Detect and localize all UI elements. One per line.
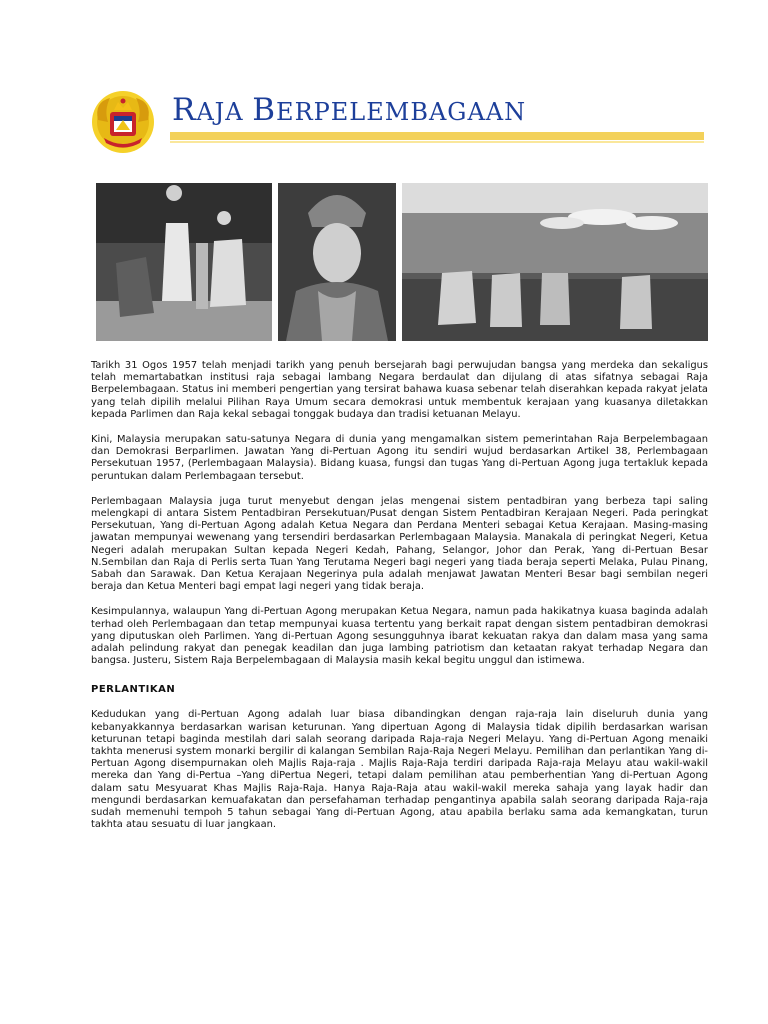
page-header bbox=[90, 88, 704, 158]
section-heading-perlantikan: PERLANTIKAN bbox=[91, 684, 176, 696]
photo-crowd bbox=[402, 183, 708, 341]
article-body bbox=[91, 360, 708, 845]
paragraph-merdeka: Tarikh 31 Ogos 1957 telah menjadi tarikh yang penuh bersejarah bagi perwujudan bangsa yang merdeka dan sekaligus telah memartabatkan institusi raja sebagai lambang Negara berdaulat dan dijulang di atas sifatnya sebagai Raja Berpelembagaan. Status ini memberi pengertian yang tersirat bahawa kuasa sebenar telah diserahkan kepada rakyat jelata yang telah dipilih melalui Pilihan Raya Umum secara demokrasi untuk membentuk kerajaan yang kuasanya diletakkan kepada Parlimen dan Raja kekal sebagai tonggak budaya dan tradisi ketuanan Melayu. bbox=[91, 360, 708, 420]
paragraph-perlembagaan: Perlembagaan Malaysia juga turut menyebut dengan jelas mengenai sistem pentadbiran yang berbeza tapi saling melengkapi di antara Sistem Pentadbiran Persekutuan/Pusat dengan Sistem Pentadbiran Kerajaan Negeri. Pada peringkat Persekutuan, Yang di-Pertuan Agong adalah Ketua Negara dan Perdana Menteri sebagai Ketua Kerajaan. Masing-masing jawatan mempunyai wewenang yang tersendiri berdasarkan Perlembagaan Malaysia. Manakala di peringkat Negeri, Ketua Negeri adalah merupakan Sultan kepada Negeri Kedah, Pahang, Selangor, Johor dan Perak, Yang di-Pertuan Besar N.Sembilan dan Raja di Perlis serta Tuan Yang Terutama Negeri bagi negeri yang tiada beraja seperti Melaka, Pulau Pinang, Sabah dan Sarawak. Dan Ketua Kerajaan Negerinya pula adalah menjawat Jawatan Menteri Besar bagi sembilan negeri beraja dan Ketua Menteri bagi empat lagi negeri yang tidak beraja. bbox=[91, 495, 708, 593]
malaysia-royal-crest-icon bbox=[90, 90, 156, 154]
paragraph-kesimpulan: Kesimpulannya, walaupun Yang di-Pertuan Agong merupakan Ketua Negara, namun pada hakikatnya kuasa baginda adalah terhad oleh Perlembagaan dan tetap mempunyai kuasa tertentu yang berkait rapat dengan sistem pentadbiran demokrasi yang diputuskan oleh Parlimen. Yang di-Pertuan Agong sesungguhnya ibarat kekuatan rakya dan dalam masa yang sama adalah pelindung rakyat dan penegak keadilan dan juga lambing patriotism dan ketaatan rakyat terhadap Negara dan bangsa. Justeru, Sistem Raja Berpelembagaan di Malaysia masih kekal begitu unggul dan istimewa. bbox=[91, 606, 708, 667]
title-underline-shadow bbox=[170, 141, 704, 143]
paragraph-sistem-pemerintahan: Kini, Malaysia merupakan satu-satunya Negara di dunia yang mengamalkan sistem pemerintahan Raja Berpelembagaan dan Demokrasi Berparlimen. Jawatan Yang di-Pertuan Agong itu sendiri wujud berdasarkan Artikel 38, Perlembagaan Persekutuan 1957, (Perlembagaan Malaysia). Bidang kuasa, fungsi dan tugas Yang di-Pertuan Agong juga tertakluk kepada peruntukan dalam Perlembagaan tersebut. bbox=[91, 434, 708, 482]
title-underline bbox=[170, 132, 704, 140]
page-title: RAJA BERPELEMBAGAAN bbox=[172, 92, 527, 128]
photo-portrait bbox=[278, 183, 396, 341]
paragraph-perlantikan: Kedudukan yang di-Pertuan Agong adalah luar biasa dibandingkan dengan raja-raja lain diseluruh dunia yang kebanyakkannya berdasarkan warisan keturunan. Yang dipertuan Agong di Malaysia tidak dipilih berdasarkan warisan keturunan tetapi baginda mestilah dari salah seorang daripada Raja-raja Negeri Melayu. Yang di-Pertuan Agong menaiki takhta menerusi system monarki bergilir di kalangan Sembilan Raja-Raja Negeri Melayu. Pemilihan dan perlantikan Yang di-Pertuan Agong disempurnakan oleh Majlis Raja-raja . Majlis Raja-Raja terdiri daripada Raja-raja Melayu atau wakil-wakil mereka dan Yang di-Pertua –Yang diPertua Negeri, tetapi dalam pemilihan atau pemberhentian Yang di-Pertuan Agong dalam satu Mesyuarat Khas Majlis Raja-Raja. Hanya Raja-Raja atau wakil-wakil mereka sahaja yang layak hadir dan mengundi berdasarkan kemuafakatan dan persefahaman terhadap pengantinya apabila salah seorang daripada Raja-raja sudah memenuhi tempoh 5 tahun sebagai Yang di-Pertuan Agong, atau apabila berlaku sama ada kemangkatan, turun takhta atau sesuatu di luar jangkaan. bbox=[91, 709, 708, 831]
photo-ceremony bbox=[96, 183, 272, 341]
